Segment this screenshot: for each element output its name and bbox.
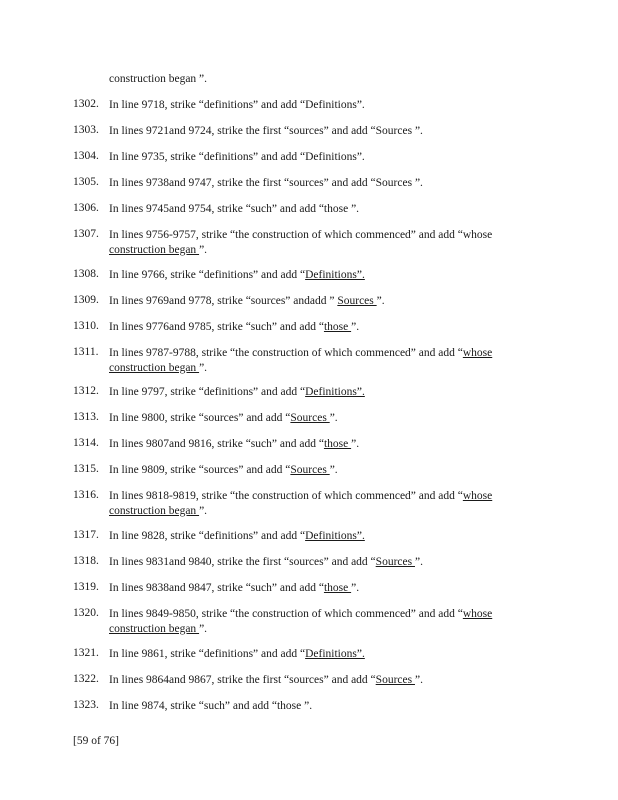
- item-number: 1315.: [73, 463, 99, 475]
- text-run: ”.: [351, 582, 360, 594]
- text-run: ”.: [351, 321, 360, 333]
- item-text-continuation: [109, 622, 504, 637]
- item-text-continuation: [109, 243, 504, 258]
- text-run: In line 9797, strike “definitions” and add “: [109, 386, 306, 398]
- inserted-text: Definitions”.: [305, 386, 365, 398]
- inserted-text: whose: [462, 347, 493, 359]
- item-text: [109, 699, 504, 714]
- item-text: [109, 320, 504, 335]
- item-number: 1314.: [73, 437, 99, 449]
- item-number: 1323.: [73, 699, 99, 711]
- item-number: 1308.: [73, 268, 99, 280]
- text-run: In lines 9849-9850, strike “the construction of which commenced” and add “: [109, 608, 463, 620]
- text-run: In lines 9756-9757, strike “the construction of which commenced” and add “whose: [109, 229, 493, 241]
- item-number: 1303.: [73, 124, 99, 136]
- item-text: [109, 463, 504, 478]
- inserted-text: whose: [462, 490, 493, 502]
- text-run: ”.: [329, 412, 338, 424]
- text-run: In lines 9769and 9778, strike “sources” andadd ”: [109, 295, 338, 307]
- item-text: [109, 228, 504, 257]
- text-run: In lines 9864and 9867, strike the first “sources” and add “: [109, 674, 376, 686]
- text-run: In line 9718, strike “definitions” and add “Definitions”.: [109, 99, 365, 111]
- inserted-text: Definitions”.: [305, 648, 365, 660]
- inserted-text: Definitions”.: [305, 530, 365, 542]
- text-run: In line 9828, strike “definitions” and add “: [109, 530, 306, 542]
- item-number: 1306.: [73, 202, 99, 214]
- item-text: [109, 607, 504, 636]
- text-run: ”.: [414, 674, 423, 686]
- text-run: ”.: [351, 438, 360, 450]
- text-run: In line 9766, strike “definitions” and add “: [109, 269, 306, 281]
- text-run: In lines 9745and 9754, strike “such” and add “those ”.: [109, 203, 360, 215]
- text-run: In lines 9838and 9847, strike “such” and add “: [109, 582, 324, 594]
- item-text: [109, 647, 504, 662]
- text-run: In lines 9776and 9785, strike “such” and add “: [109, 321, 324, 333]
- item-text: [109, 150, 504, 165]
- text-run: ”.: [199, 504, 208, 517]
- text-run: In line 9800, strike “sources” and add “: [109, 412, 291, 424]
- item-number: 1302.: [73, 98, 99, 110]
- inserted-text: construction began: [109, 504, 200, 517]
- inserted-text: Sources: [375, 556, 415, 568]
- text-run: In lines 9831and 9840, strike the first “sources” and add “: [109, 556, 376, 568]
- item-number: 1309.: [73, 294, 99, 306]
- inserted-text: Sources: [337, 295, 377, 307]
- inserted-text: whose: [462, 608, 493, 620]
- item-text: [109, 98, 504, 113]
- continuation-line: construction began ”.: [109, 73, 208, 85]
- text-run: In lines 9721and 9724, strike the first “sources” and add “Sources ”.: [109, 125, 423, 137]
- text-run: ”.: [376, 295, 385, 307]
- inserted-text: construction began: [109, 243, 200, 256]
- item-text: [109, 437, 504, 452]
- text-run: In lines 9818-9819, strike “the construction of which commenced” and add “: [109, 490, 463, 502]
- item-text: [109, 489, 504, 518]
- item-number: 1318.: [73, 555, 99, 567]
- inserted-text: construction began: [109, 361, 200, 374]
- item-number: 1305.: [73, 176, 99, 188]
- text-run: ”.: [329, 464, 338, 476]
- item-number: 1319.: [73, 581, 99, 593]
- item-text-continuation: [109, 504, 504, 519]
- item-text-continuation: [109, 361, 504, 376]
- inserted-text: construction began: [109, 622, 200, 635]
- text-run: In line 9861, strike “definitions” and add “: [109, 648, 306, 660]
- inserted-text: Sources: [290, 464, 330, 476]
- item-text: [109, 411, 504, 426]
- item-text: [109, 385, 504, 400]
- item-number: 1320.: [73, 607, 99, 619]
- inserted-text: Sources: [375, 674, 415, 686]
- item-number: 1307.: [73, 228, 99, 240]
- item-text: [109, 294, 504, 309]
- item-text: [109, 529, 504, 544]
- text-run: ”.: [414, 556, 423, 568]
- item-number: 1312.: [73, 385, 99, 397]
- text-run: In line 9735, strike “definitions” and add “Definitions”.: [109, 151, 365, 163]
- inserted-text: those: [323, 321, 352, 333]
- item-text: [109, 176, 504, 191]
- item-text: [109, 268, 504, 283]
- item-number: 1313.: [73, 411, 99, 423]
- inserted-text: Sources: [290, 412, 330, 424]
- item-number: 1321.: [73, 647, 99, 659]
- item-text: [109, 673, 504, 688]
- text-run: In line 9809, strike “sources” and add “: [109, 464, 291, 476]
- text-run: In line 9874, strike “such” and add “those ”.: [109, 700, 313, 712]
- item-number: 1310.: [73, 320, 99, 332]
- item-number: 1311.: [73, 346, 99, 358]
- page-number: [59 of 76]: [73, 735, 119, 747]
- text-run: In lines 9807and 9816, strike “such” and add “: [109, 438, 324, 450]
- item-number: 1304.: [73, 150, 99, 162]
- text-run: In lines 9738and 9747, strike the first “sources” and add “Sources ”.: [109, 177, 423, 189]
- text-run: In lines 9787-9788, strike “the construction of which commenced” and add “: [109, 347, 463, 359]
- inserted-text: Definitions”.: [305, 269, 365, 281]
- item-number: 1322.: [73, 673, 99, 685]
- item-text: [109, 346, 504, 375]
- text-run: ”.: [199, 243, 208, 256]
- text-run: ”.: [199, 361, 208, 374]
- item-text: [109, 124, 504, 139]
- item-text: [109, 202, 504, 217]
- item-number: 1316.: [73, 489, 99, 501]
- inserted-text: those: [323, 438, 352, 450]
- text-run: ”.: [199, 622, 208, 635]
- item-text: [109, 581, 504, 596]
- item-text: [109, 555, 504, 570]
- item-number: 1317.: [73, 529, 99, 541]
- inserted-text: those: [323, 582, 352, 594]
